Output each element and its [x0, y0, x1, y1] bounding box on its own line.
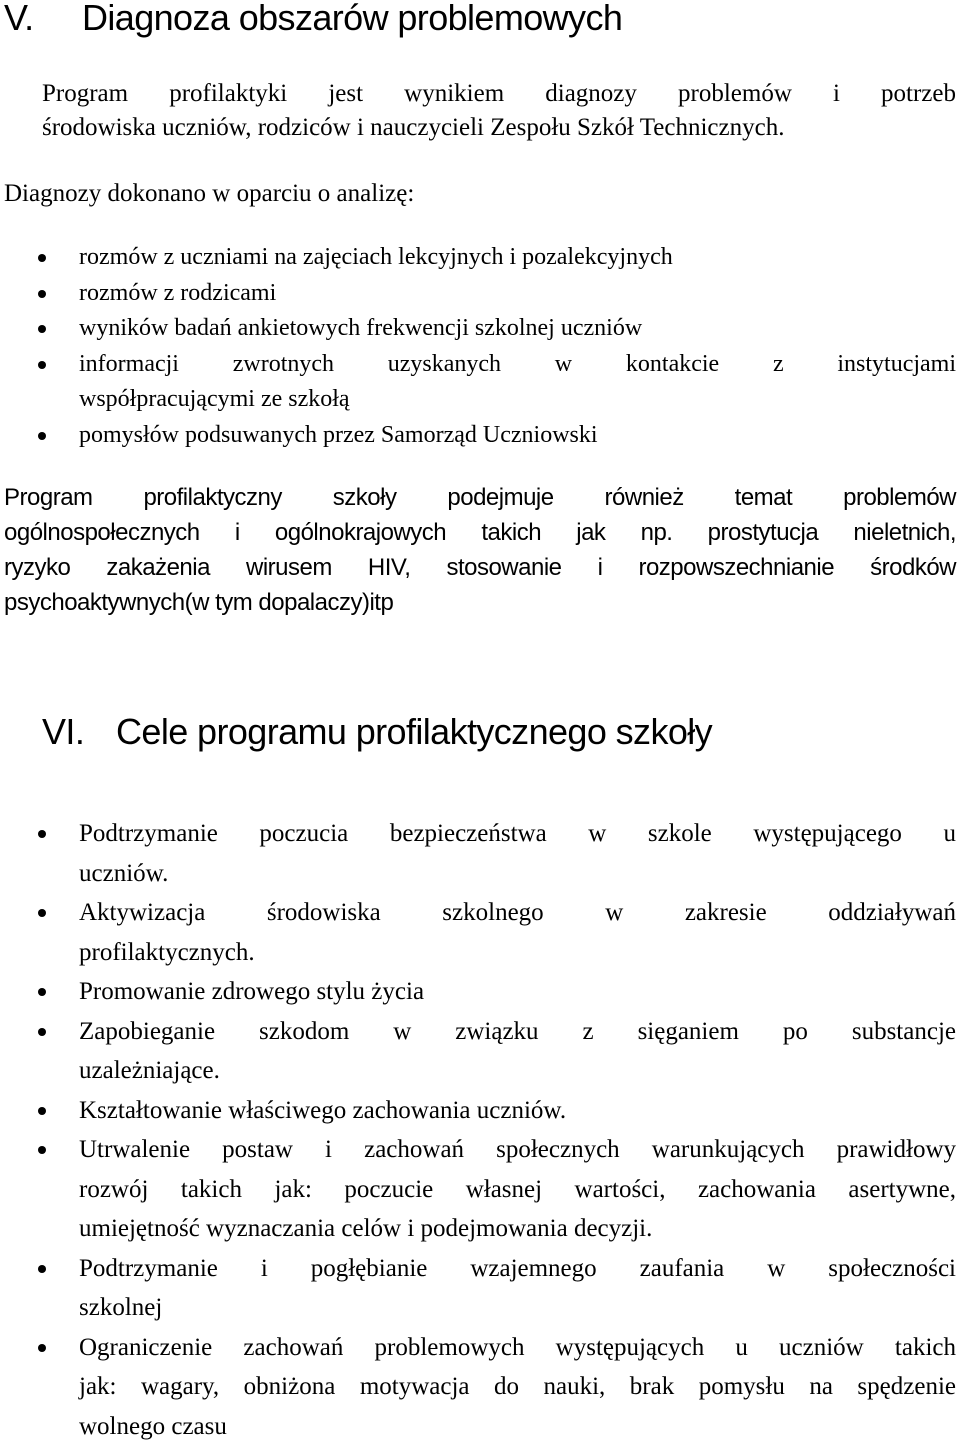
program-line-4: psychoaktywnych(w tym dopalaczy)itp — [4, 589, 394, 616]
bullet-icon — [38, 830, 46, 838]
bullet-icon — [38, 432, 46, 440]
program-line-1: Program profilaktyczny szkoły podejmuje również temat problemów — [4, 484, 956, 511]
bullet-icon — [38, 909, 46, 917]
list-item-text: pomysłów podsuwanych przez Samorząd Uczniowski — [79, 421, 598, 448]
list-item — [0, 418, 956, 454]
section-5-number: V. — [4, 0, 34, 38]
goals-list — [0, 814, 956, 1446]
list-item-text: Zapobieganie szkodom w związku z sięganiem po substancje — [79, 1017, 956, 1045]
list-item-text: Ograniczenie zachowań problemowych występujących u uczniów takich — [79, 1333, 956, 1361]
list-item — [0, 1130, 956, 1249]
list-item-text: Podtrzymanie poczucia bezpieczeństwa w szkole występującego u — [79, 820, 956, 847]
list-item-text-continued: wolnego czasu — [79, 1412, 227, 1440]
list-item-text-continued: szkolnej — [79, 1294, 163, 1321]
program-paragraph — [4, 480, 956, 620]
bullet-icon — [38, 361, 46, 369]
list-item — [0, 276, 956, 312]
analysis-list — [0, 240, 956, 453]
bullet-icon — [38, 1107, 46, 1115]
list-item-text: Kształtowanie właściwego zachowania uczniów. — [79, 1096, 567, 1124]
bullet-icon — [38, 1146, 46, 1154]
list-item-text: Podtrzymanie i pogłębianie wzajemnego zaufania w społeczności — [79, 1254, 956, 1282]
intro-line-1: Program profilaktyki jest wynikiem diagnozy problemów i potrzeb — [42, 80, 956, 107]
list-item-text-continued: jak: wagary, obniżona motywacja do nauki, brak pomysłu na spędzenie — [79, 1373, 956, 1400]
bullet-icon — [38, 1344, 46, 1352]
list-item-text-continued: uzależniające. — [79, 1057, 220, 1084]
list-item — [0, 311, 956, 347]
bullet-icon — [38, 254, 46, 262]
analysis-lead: Diagnozy dokonano w oparciu o analizę: — [4, 180, 415, 207]
list-item — [0, 347, 956, 418]
program-line-3: ryzyko zakażenia wirusem HIV, stosowanie i rozpowszechnianie środków — [4, 554, 956, 581]
bullet-icon — [38, 1028, 46, 1036]
list-item-text: informacji zwrotnych uzyskanych w kontakcie z instytucjami — [79, 350, 956, 377]
section-6-title: Cele programu profilaktycznego szkoły — [116, 711, 713, 752]
intro-line-2: środowiska uczniów, rodziców i nauczycieli Zespołu Szkół Technicznych. — [42, 114, 785, 141]
section-5-title: Diagnoza obszarów problemowych — [82, 0, 623, 38]
section-6-heading — [42, 710, 712, 754]
list-item-text: Utrwalenie postaw i zachowań społecznych warunkujących prawidłowy — [79, 1136, 956, 1163]
list-item-text: Aktywizacja środowiska szkolnego w zakresie oddziaływań — [79, 899, 956, 926]
list-item-text-continued: profilaktycznych. — [79, 938, 255, 966]
list-item-text: Promowanie zdrowego stylu życia — [79, 978, 425, 1005]
section-5-heading — [4, 0, 622, 38]
list-item-text-continued: umiejętność wyznaczania celów i podejmowania decyzji. — [79, 1215, 653, 1242]
bullet-icon — [38, 1265, 46, 1273]
bullet-icon — [38, 988, 46, 996]
list-item — [0, 1091, 956, 1131]
list-item-text: wyników badań ankietowych frekwencji szkolnej uczniów — [79, 315, 643, 341]
program-line-2: ogólnospołecznych i ogólnokrajowych takich jak np. prostytucja nieletnich, — [4, 519, 956, 546]
list-item-text: rozmów z uczniami na zajęciach lekcyjnych i pozalekcyjnych — [79, 244, 673, 270]
bullet-icon — [38, 325, 46, 333]
list-item — [0, 814, 956, 893]
intro-paragraph — [42, 77, 956, 145]
list-item-text-continued: uczniów. — [79, 859, 169, 887]
bullet-icon — [38, 290, 46, 298]
list-item-text: rozmów z rodzicami — [79, 279, 277, 306]
list-item-text-continued: rozwój takich jak: poczucie własnej wartości, zachowania asertywne, — [79, 1175, 956, 1203]
section-6-number: VI. — [42, 711, 85, 752]
list-item — [0, 1249, 956, 1328]
list-item — [0, 893, 956, 972]
list-item — [0, 240, 956, 276]
list-item-text-continued: współpracującymi ze szkołą — [79, 386, 350, 412]
list-item — [0, 972, 956, 1012]
list-item — [0, 1328, 956, 1447]
list-item — [0, 1012, 956, 1091]
